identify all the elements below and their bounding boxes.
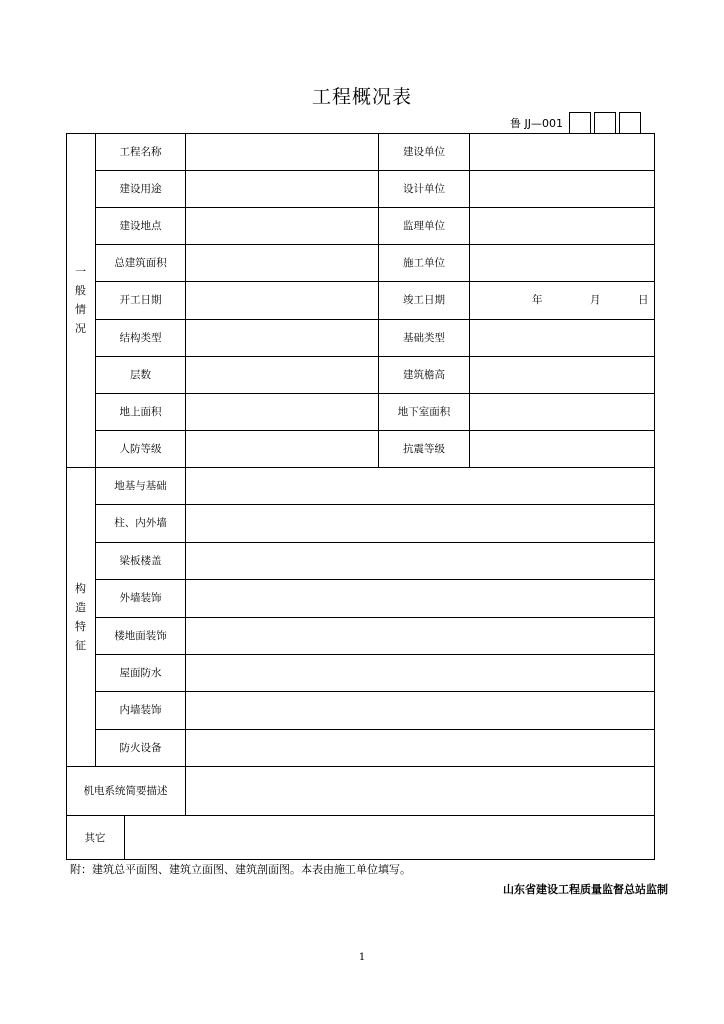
other-label: 其它 — [84, 832, 106, 844]
page-number: 1 — [358, 952, 366, 963]
field-value[interactable] — [186, 244, 378, 281]
structure-label-char: 特 — [75, 619, 86, 633]
field-value[interactable] — [186, 281, 378, 318]
mep-value[interactable] — [186, 766, 654, 815]
other-value[interactable] — [125, 815, 654, 860]
structure-section-label — [66, 467, 95, 766]
field-value[interactable] — [470, 356, 654, 393]
form-title: 工程概况表 — [311, 86, 412, 108]
structure-label: 外墙装饰 — [119, 592, 162, 605]
field-label: 施工单位 — [403, 257, 445, 270]
field-label: 建设地点 — [119, 220, 162, 233]
structure-label: 楼地面装饰 — [114, 629, 167, 642]
structure-value[interactable] — [186, 617, 654, 654]
field-label: 层数 — [130, 368, 151, 381]
field-label: 监理单位 — [403, 220, 445, 233]
field-value[interactable] — [470, 133, 654, 170]
general-label-char: 一 — [75, 265, 86, 278]
field-label: 总建筑面积 — [114, 257, 167, 270]
field-value[interactable] — [186, 356, 378, 393]
completion-date-year-unit: 年 — [532, 294, 543, 307]
field-label: 工程名称 — [119, 146, 162, 159]
field-label: 结构类型 — [119, 331, 162, 344]
field-label: 建筑檐高 — [403, 368, 445, 381]
structure-label: 梁板楼盖 — [119, 554, 162, 567]
attachment-note: 附：建筑总平面图、建筑立面图、建筑剖面图。本表由施工单位填写。 — [70, 863, 411, 876]
field-value[interactable] — [470, 319, 654, 356]
field-label: 建设用途 — [119, 183, 162, 196]
field-label: 抗震等级 — [403, 442, 445, 455]
field-label: 地下室面积 — [397, 405, 451, 418]
structure-value[interactable] — [186, 691, 654, 728]
field-value[interactable] — [470, 393, 654, 430]
structure-value[interactable] — [186, 654, 654, 691]
completion-date-day-unit: 日 — [638, 294, 649, 307]
field-value[interactable] — [470, 170, 654, 207]
field-value[interactable] — [470, 244, 654, 281]
field-value[interactable] — [186, 319, 378, 356]
field-label: 设计单位 — [403, 183, 445, 196]
field-value[interactable] — [470, 207, 654, 244]
code-box-2[interactable] — [594, 112, 616, 134]
general-label-char: 况 — [75, 322, 86, 335]
issuing-organization: 山东省建设工程质量监督总站监制 — [503, 883, 668, 896]
field-value[interactable] — [186, 393, 378, 430]
completion-date-month-unit: 月 — [590, 294, 601, 307]
field-label: 开工日期 — [119, 294, 162, 307]
structure-label-char: 造 — [75, 600, 86, 614]
structure-label: 屋面防水 — [119, 667, 162, 680]
structure-value[interactable] — [186, 542, 654, 579]
general-section-label — [66, 133, 95, 467]
form-code-row — [510, 112, 644, 134]
structure-value[interactable] — [186, 579, 654, 616]
field-label: 地上面积 — [119, 405, 162, 418]
structure-label: 内墙装饰 — [119, 704, 162, 717]
general-label-char: 情 — [75, 303, 86, 316]
general-label-char: 般 — [75, 284, 86, 297]
structure-label-char: 征 — [75, 638, 86, 652]
field-value[interactable] — [186, 430, 378, 467]
structure-label-char: 构 — [75, 581, 86, 595]
field-value[interactable] — [186, 170, 378, 207]
code-box-3[interactable] — [619, 112, 641, 134]
structure-value[interactable] — [186, 729, 654, 766]
field-value[interactable] — [186, 133, 378, 170]
field-label: 建设单位 — [403, 146, 445, 159]
code-box-1[interactable] — [569, 112, 591, 134]
mep-label: 机电系统简要描述 — [83, 785, 168, 797]
field-value[interactable] — [186, 207, 378, 244]
structure-label: 地基与基础 — [114, 480, 167, 493]
structure-value[interactable] — [186, 467, 654, 504]
structure-value[interactable] — [186, 504, 654, 541]
form-code: 鲁 JJ—001 — [510, 117, 563, 130]
field-label: 基础类型 — [403, 331, 445, 344]
field-value[interactable] — [470, 430, 654, 467]
structure-label: 防火设备 — [119, 741, 162, 754]
structure-label: 柱、内外墙 — [114, 517, 167, 530]
field-label: 人防等级 — [119, 442, 162, 455]
field-label: 竣工日期 — [403, 294, 445, 307]
